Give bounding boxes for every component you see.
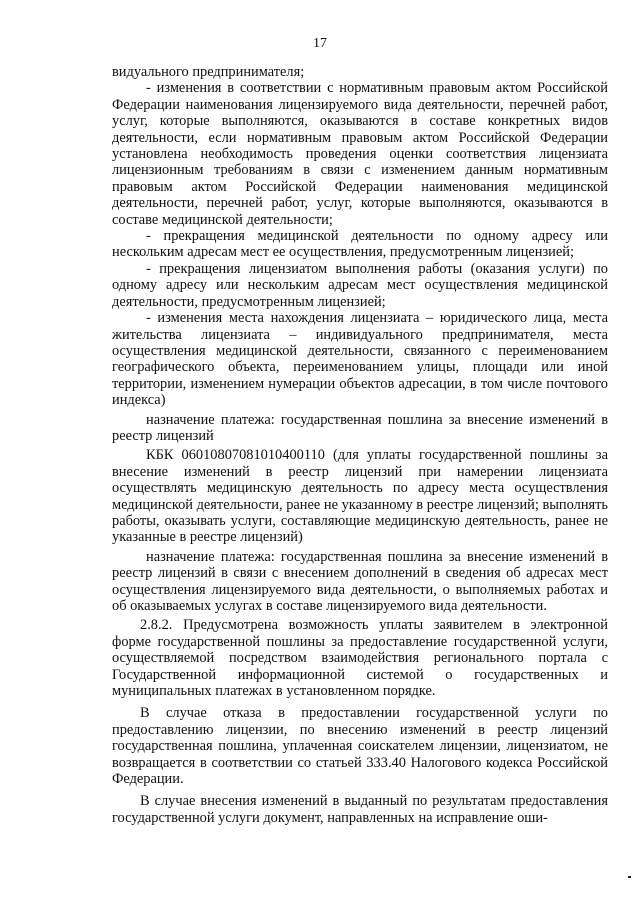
section-2-8-2: 2.8.2. Предусмотрена возможность уплаты заявителем в электронной форме государственной пошлины за предоставление государственной услуги, осуществляемой посредством взаимодействия регионального портала с Государственной информационной системой о государственных и муниципальных платежах в установленном порядке. — [112, 617, 608, 700]
document-body — [112, 64, 608, 826]
amendment-paragraph: В случае внесения изменений в выданный по результатам предоставления государственной услуги документ, направленных на исправление оши- — [112, 793, 608, 826]
list-item-location-change: - изменения места нахождения лицензиата – юридического лица, места жительства лицензиата – индивидуального предпринимателя, места осуществления медицинской деятельности, связанного с переименованием географического объекта, переименованием улицы, площади или иной территории, изменением нумерации объектов адресации, в том числе почтового индекса) — [112, 310, 608, 409]
list-item-termination-work: - прекращения лицензиатом выполнения работы (оказания услуги) по одному адресу или нескольким адресам мест осуществления медицинской деятельности, предусмотренным лицензией; — [112, 260, 608, 310]
paragraph-continuation: видуального предпринимателя; — [112, 64, 305, 80]
page-number: 17 — [313, 36, 327, 51]
list-item-termination-address: - прекращения медицинской деятельности по одному адресу или нескольким адресам мест ее осуществления, предусмотренным лицензией; — [112, 228, 608, 261]
list-item-name-change: - изменения в соответствии с нормативным правовым актом Российской Федерации наименования лицензируемого вида деятельности, перечней работ, услуг, которые выполняются, оказываются в составе конкретных видов деятельности, если нормативным правовым актом Российской Федерации установлена необходимость проведения оценки соответствия лицензиата лицензионным требованиям в связи с изменением данным нормативным правовым актом Российской Федерации наименования медицинской деятельности, перечней работ, услуг, которые выполняются, оказываются в составе медицинской деятельности; — [112, 80, 608, 228]
refusal-paragraph: В случае отказа в предоставлении государственной услуги по предоставлению лицензии, по внесению изменений в реестр лицензий государственная пошлина, уплаченная соискателем лицензии, лицензиатом, не возвращается в соответствии со статьей 333.40 Налогового кодекса Российской Федерации. — [112, 705, 608, 788]
margin-mark — [628, 876, 631, 878]
payment-purpose-1: назначение платежа: государственная пошлина за внесение изменений в реестр лицензий — [112, 411, 608, 444]
payment-purpose-2: назначение платежа: государственная пошлина за внесение изменений в реестр лицензий в связи с внесением дополнений в сведения об адресах мест осуществления лицензируемого вида деятельности, о выполняемых работах и об оказываемых услугах в составе лицензируемого вида деятельности. — [112, 548, 608, 614]
kbk-code-paragraph: КБК 06010807081010400110 (для уплаты государственной пошлины за внесение изменений в реестр лицензий при намерении лицензиата осуществлять медицинскую деятельность по адресу места осуществления медицинской деятельности, ранее не указанному в реестре лицензий; выполнять работы, оказывать услуги, составляющие медицинскую деятельность, ранее не указанные в реестре лицензий) — [112, 447, 608, 546]
